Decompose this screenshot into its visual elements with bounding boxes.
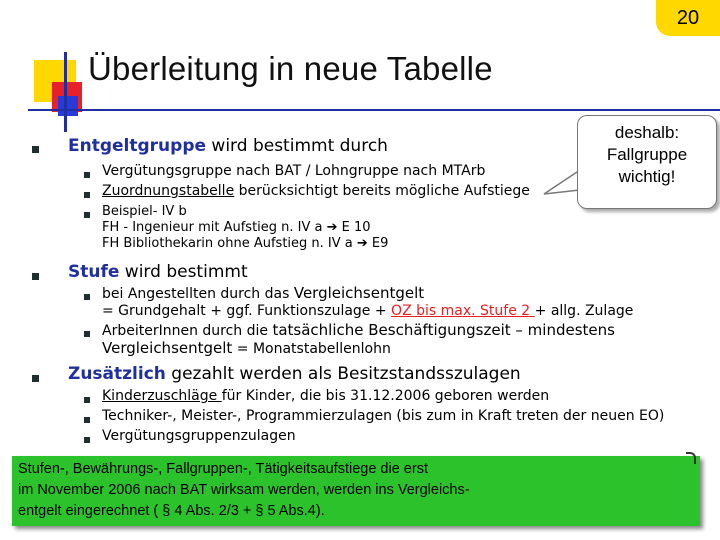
example-text: FH Bibliothekarin ohne Aufstieg n. IV a [102,236,357,251]
heading-keyword: Stufe [68,262,120,282]
kinderzuschlaege-link[interactable]: Kinderzuschläge [102,388,222,404]
list-item [102,322,615,358]
list-item: Vergütungsgruppe nach BAT / Lohngruppe nach MTArb [102,163,486,179]
list-item [102,183,530,200]
decor-square-blue [58,96,78,116]
right-arrow-icon: ➔ [326,220,338,235]
bullet-icon [84,437,90,443]
list-item-line [102,303,633,320]
list-item-line [102,340,615,358]
bullet-icon [84,172,90,178]
note-line: im November 2006 nach BAT wirksam werden, werden ins Vergleichs- [18,482,470,498]
section-heading-stufe [68,262,248,282]
list-item [102,285,633,320]
heading-text: wird bestimmt durch [206,136,388,156]
zuordnungstabelle-link[interactable]: Zuordnungstabelle [102,183,235,199]
bullet-icon [32,375,39,382]
list-item-text: ArbeiterInnen durch die [102,323,273,339]
list-item-text: + allg. Zulage [534,303,634,319]
heading-keyword: Zusätzlich [68,364,166,384]
example-line: Beispiel- IV b [102,204,187,219]
list-item-text: bei Angestellten durch das [102,286,294,302]
vergleichsentgelt-term: Vergleichsentgelt [293,284,425,302]
list-item-text: berücksichtigt bereits mögliche Aufstiege [234,183,530,199]
scroll-curl-icon [686,452,696,464]
slide-title: Überleitung in neue Tabelle [88,50,493,87]
list-item-line [102,285,633,303]
section-heading-zusaetzlich [68,364,521,384]
bullet-icon [84,397,90,403]
bullet-icon [84,417,90,423]
heading-text: wird bestimmt [119,262,248,282]
callout-line: Fallgruppe [606,145,688,164]
bullet-icon [32,273,39,280]
example-line [102,236,388,252]
section-heading-entgeltgruppe [68,136,388,156]
list-item-example [102,204,388,252]
example-text: FH - Ingenieur mit Aufstieg n. IV a [102,220,327,235]
note-line: Stufen-, Bewährungs-, Fallgruppen-, Tätigkeitsaufstiege die erst [18,461,428,477]
list-item [102,388,549,405]
list-item-text: = Grundgehalt + ggf. Funktionszulage + [102,303,392,319]
list-item: Vergütungsgruppenzulagen [102,428,296,444]
page-number: 20 [656,0,720,36]
example-line [102,220,388,236]
right-arrow-icon: ➔ [356,236,368,251]
callout-box [577,115,717,209]
vergleichsentgelt-term: Vergleichsentgelt [102,339,233,357]
list-item-emphasis: tatsächliche Beschäftigungszeit – mindestens [272,321,615,339]
callout-line: deshalb: [614,123,680,142]
list-item-text: für Kinder, die bis 31.12.2006 geboren werden [221,388,550,404]
decor-vertical-line [64,52,67,132]
bullet-icon [84,212,90,218]
heading-keyword: Entgeltgruppe [68,136,207,156]
bullet-icon [84,294,90,300]
bullet-icon [84,192,90,198]
note-line: entgelt eingerechnet ( § 4 Abs. 2/3 + § 5 Abs.4). [18,503,325,519]
bullet-icon [84,331,90,337]
list-item-line [102,322,615,340]
example-result: E 10 [337,220,371,235]
callout-line: wichtig! [618,167,676,186]
note-box [12,456,700,526]
list-item: Techniker-, Meister-, Programmierzulagen (bis zum in Kraft treten der neuen EO) [102,408,665,424]
oz-link[interactable]: OZ bis max. Stufe 2 [391,303,535,319]
bullet-icon [32,146,39,153]
example-result: E9 [367,236,389,251]
heading-text: gezahlt werden als Besitzstandsszulagen [165,364,521,384]
title-underline [28,109,720,111]
list-item-text: = Monatstabellenlohn [232,341,391,357]
